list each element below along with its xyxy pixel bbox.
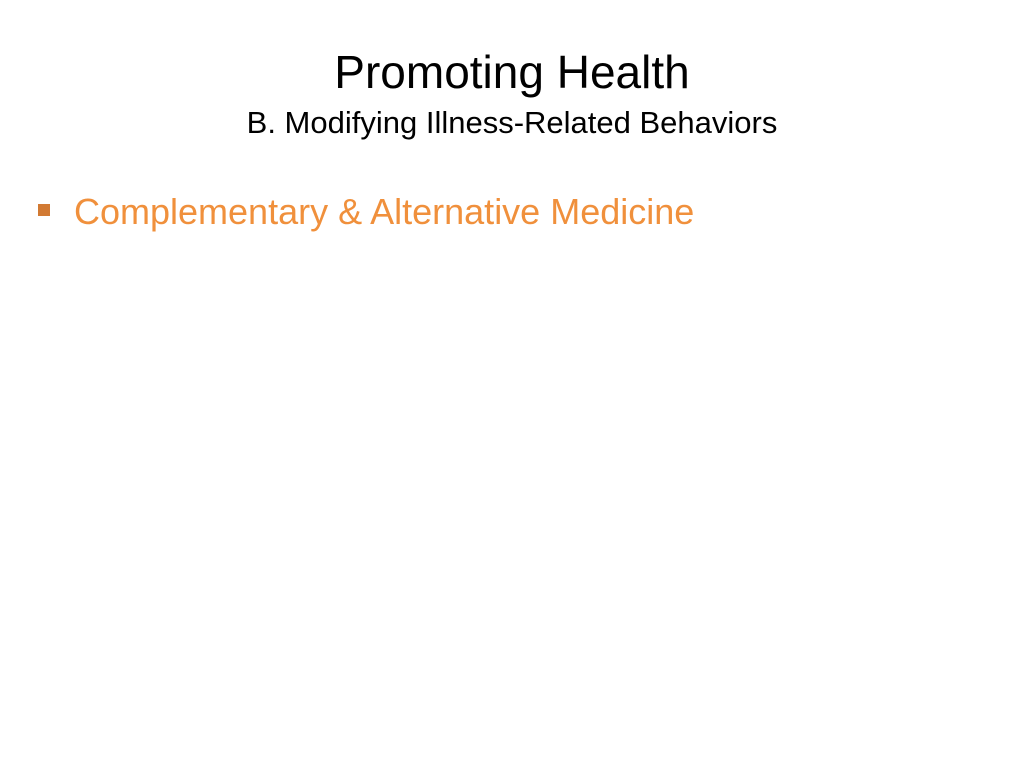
bullet-list	[38, 188, 978, 236]
bullet-item	[38, 188, 978, 236]
bullet-text: Complementary & Alternative Medicine	[74, 191, 695, 232]
slide-subtitle: B. Modifying Illness-Related Behaviors	[246, 105, 778, 140]
square-bullet-icon	[38, 204, 50, 216]
title-block	[0, 42, 1024, 144]
slide-title: Promoting Health	[334, 46, 690, 98]
